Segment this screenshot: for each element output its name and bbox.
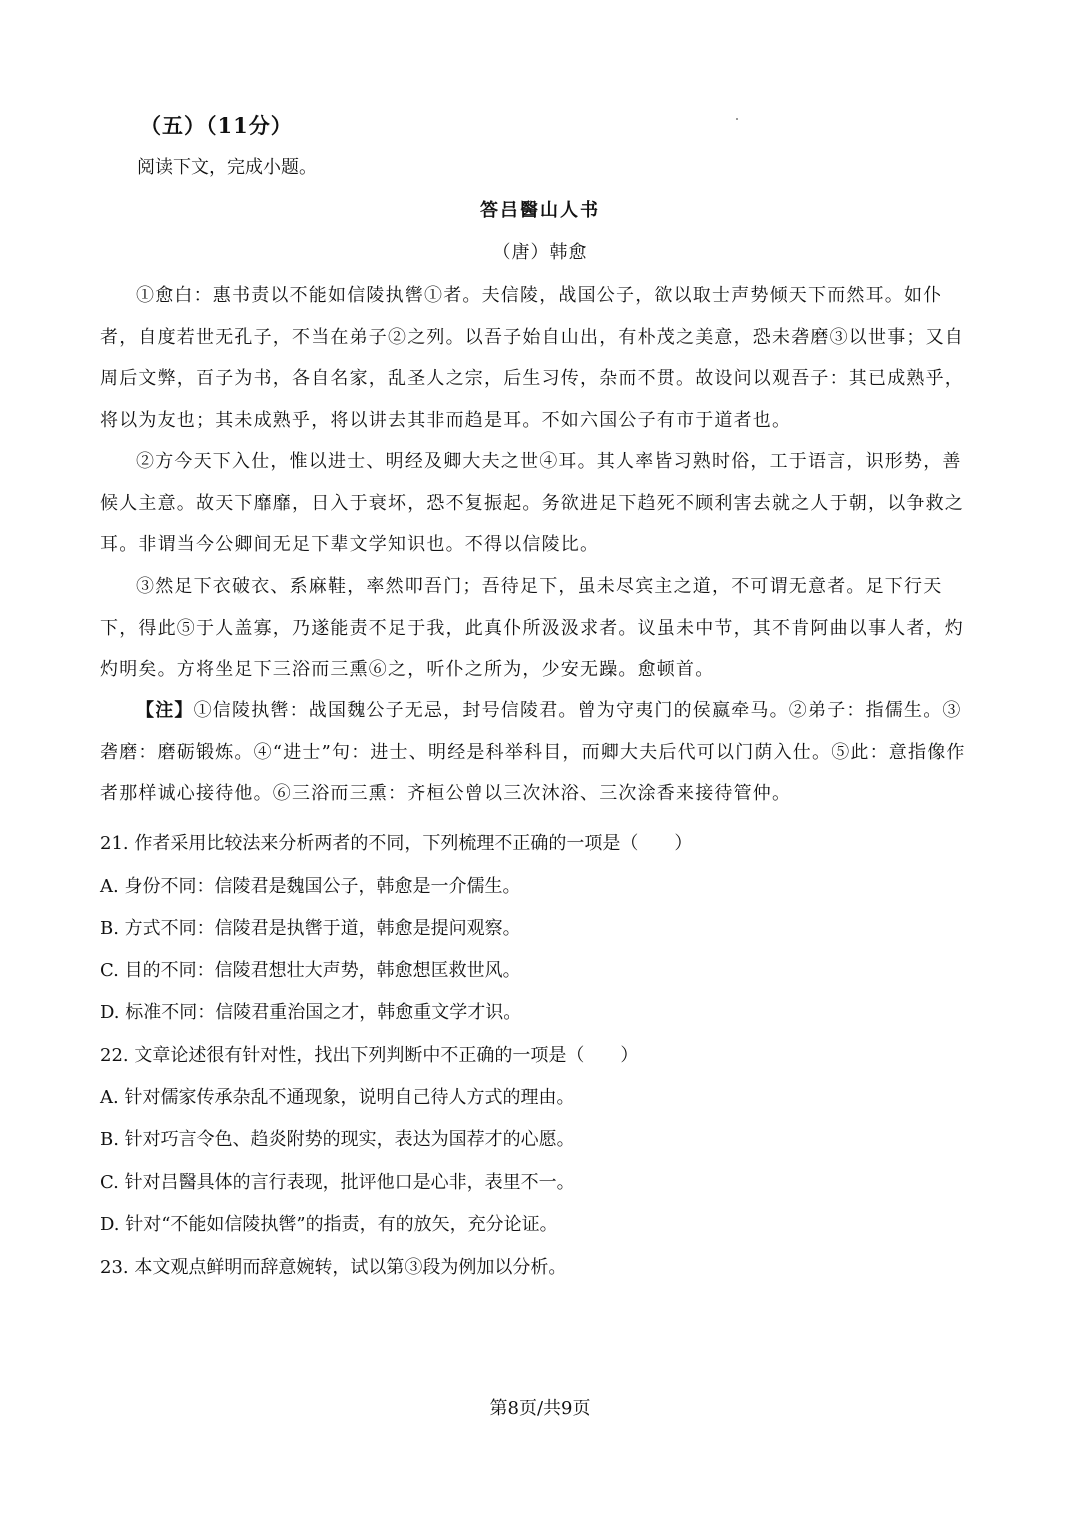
question-21-option-d: D. 标准不同：信陵君重治国之才，韩愈重文学才识。: [100, 1002, 522, 1023]
question-21-option-a: A. 身份不同：信陵君是魏国公子，韩愈是一介儒生。: [100, 876, 521, 897]
passage-notes: [100, 690, 978, 815]
page-number: 第8页/共9页: [489, 1398, 591, 1419]
passage-paragraph-3: ③然足下衣破衣、系麻鞋，率然叩吾门；吾待足下，虽未尽宾主之道，不可谓无意者。足下行天下，得此⑤于人盖寡，乃遂能责不足于我，此真仆所汲汲求者。议虽未中节，其不肯阿曲以事人者，灼灼明矣。方将坐足下三浴而三熏⑥之，听仆之所为，少安无躁。愈顿首。: [100, 576, 964, 680]
question-22-stem: 22. 文章论述很有针对性，找出下列判断中不正确的一项是（ ）: [100, 1045, 639, 1066]
question-22-option-a: A. 针对儒家传承杂乱不通现象，说明自己待人方式的理由。: [100, 1087, 575, 1108]
question-21-option-b: B. 方式不同：信陵君是执辔于道，韩愈是提问观察。: [100, 918, 521, 939]
passage-title: 答吕醫山人书: [480, 200, 600, 221]
question-22-option-b: B. 针对巧言令色、趋炎附势的现实，表达为国荐才的心愿。: [100, 1129, 575, 1150]
passage-paragraph-1: ①愈白：惠书责以不能如信陵执辔①者。夫信陵，战国公子，欲以取士声势倾天下而然耳。如仆者，自度若世无孔子，不当在弟子②之列。以吾子始自山出，有朴茂之美意，恐未砻磨③以世事；又自周后文弊，百子为书，各自名家，乱圣人之宗，后生习传，杂而不贯。故设问以观吾子：其已成熟乎，将以为友也；其未成熟乎，将以讲去其非而趋是耳。不如六国公子有市于道者也。: [100, 285, 964, 431]
question-21-option-c: C. 目的不同：信陵君想壮大声势，韩愈想匡救世风。: [100, 960, 521, 981]
scan-speck: [736, 118, 738, 120]
question-21-stem: 21. 作者采用比较法来分析两者的不同，下列梳理不正确的一项是（ ）: [100, 833, 693, 854]
question-22-option-c: C. 针对吕醫具体的言行表现，批评他口是心非，表里不一。: [100, 1172, 575, 1193]
section-title: （五）（11分）: [140, 113, 293, 138]
passage-author: （唐）韩愈: [492, 242, 588, 263]
notes-text: ①信陵执辔：战国魏公子无忌，封号信陵君。曾为守夷门的侯嬴牵马。②弟子：指儒生。③砻磨：磨砺锻炼。④“进士”句：进士、明经是科举科目，而卿大夫后代可以门荫入仕。⑤此：意指像作者那样诚心接待他。⑥三浴而三熏：齐桓公曾以三次沐浴、三次涂香来接待管仲。: [100, 700, 966, 804]
question-23-stem: 23. 本文观点鲜明而辞意婉转，试以第③段为例加以分析。: [100, 1257, 567, 1278]
section-instruction: 阅读下文，完成小题。: [137, 157, 317, 178]
question-22-option-d: D. 针对“不能如信陵执辔”的指责，有的放矢，充分论证。: [100, 1214, 558, 1235]
notes-label: 【注】: [136, 700, 194, 721]
passage-paragraph-2: ②方今天下入仕，惟以进士、明经及卿大夫之世④耳。其人率皆习熟时俗，工于语言，识形势，善候人主意。故天下靡靡，日入于衰坏，恐不复振起。务欲进足下趋死不顾利害去就之人于朝，以争救之耳。非谓当今公卿间无足下辈文学知识也。不得以信陵比。: [100, 451, 964, 555]
